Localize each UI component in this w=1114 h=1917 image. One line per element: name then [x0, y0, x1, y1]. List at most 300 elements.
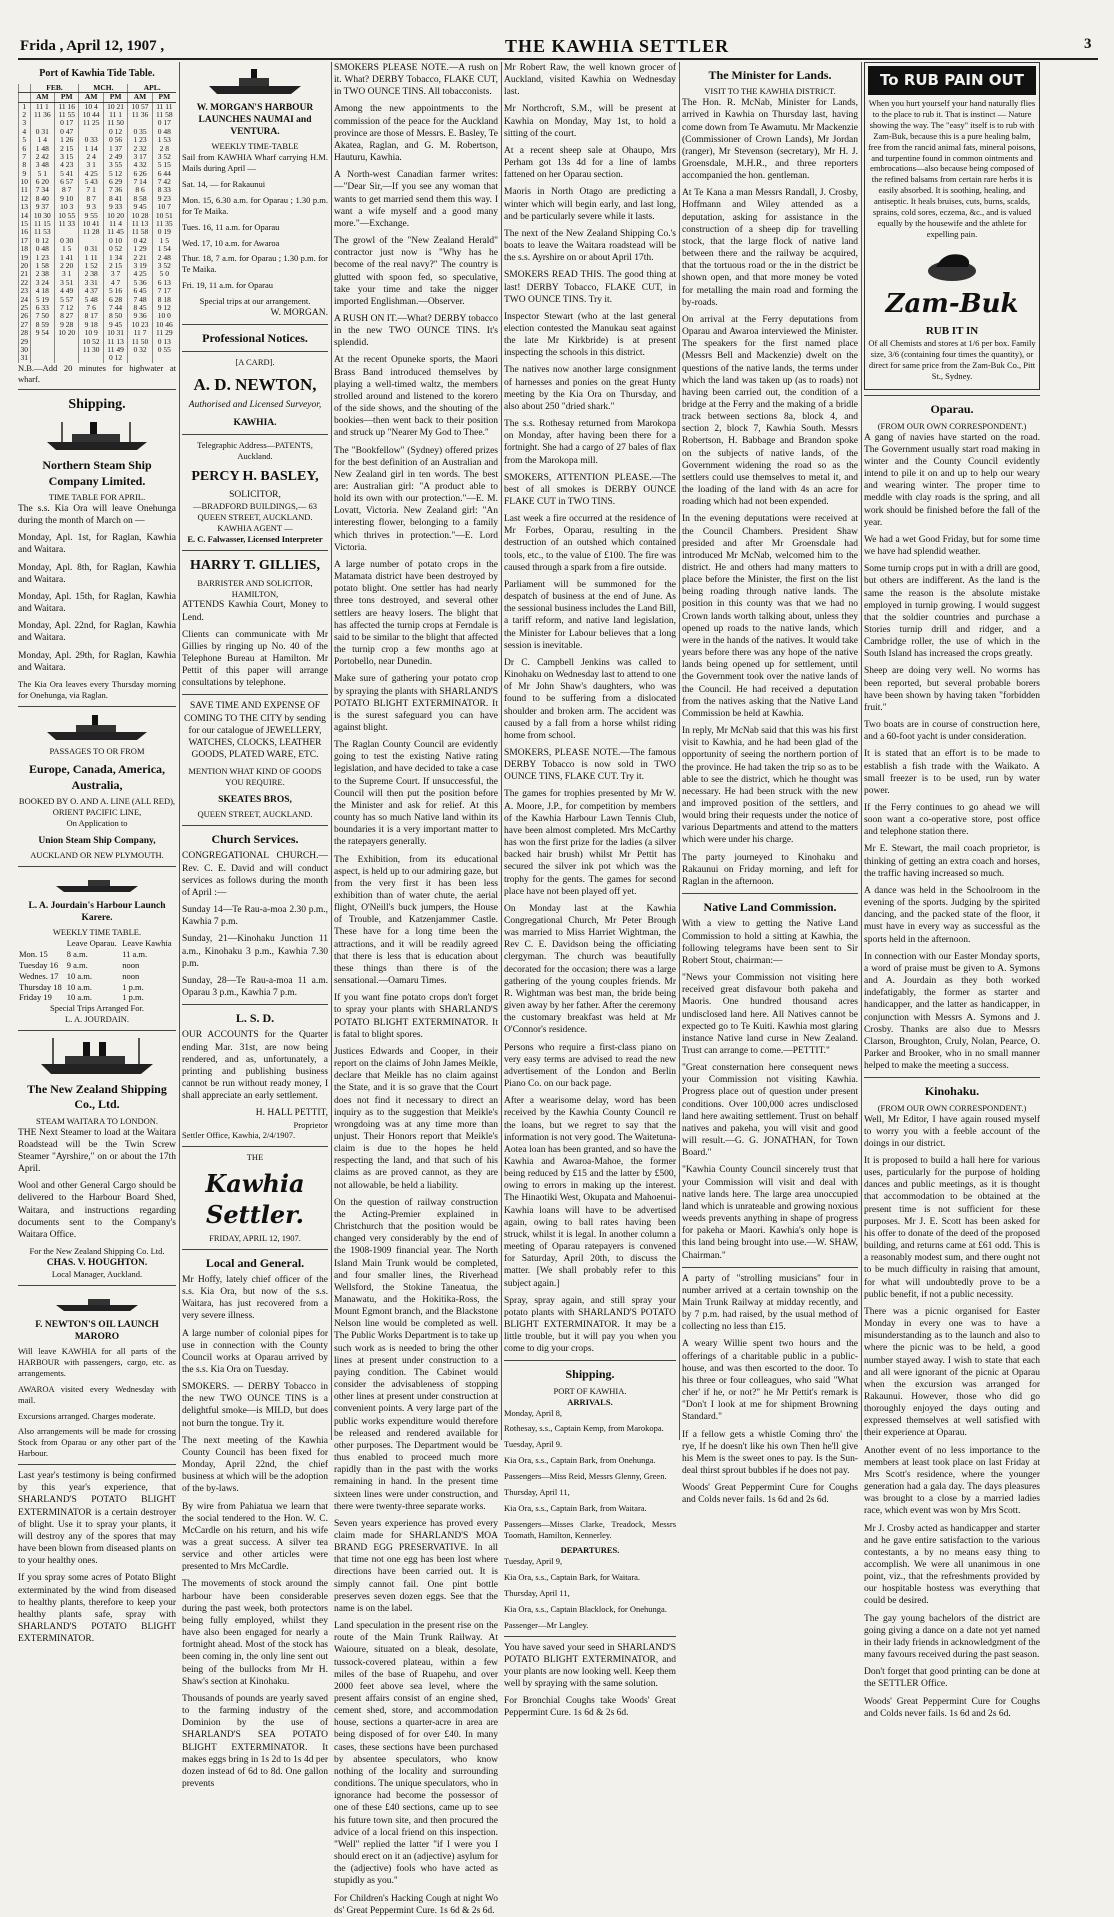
tide-row: [19, 346, 177, 354]
shipping-entry: Kia Ora, s.s., Captain Bark, from Onehunga.: [504, 1455, 656, 1466]
tide-time: 5 19: [30, 296, 54, 304]
jourdain-cell: 8 a.m.: [66, 948, 88, 959]
tide-time: 11 7: [128, 329, 152, 337]
tide-day: 17: [19, 237, 31, 245]
tide-time: 5 43: [79, 178, 103, 186]
church-heading: Church Services.: [211, 832, 299, 847]
agent-label: KAWHIA AGENT —: [217, 522, 293, 533]
tide-time: 1 58: [30, 262, 54, 270]
tide-time: 8 7: [55, 186, 79, 194]
shipping-entry: Passengers—Misses Clarke, Treadock, Messrs Toomath, Hamilton, Kennerley.: [504, 1518, 676, 1540]
tide-time: 0 31: [30, 128, 54, 136]
tide-time: 7 34: [30, 186, 54, 194]
news-paragraph: After a wearisome delay, word has been received by the Kawhia County Council re the loans, but we regret to say that the information is not very good. The Waitetuna-Aotea loan has been granted, and so have the Kawhia and Awaroa-Mahoe, the former being reduced by £15 and the latter by £500, owing to errors in making up the interest. The Hinaotiki West, Okupata and Mahoenui-Kawhia loans will have to be advertised again, owing to ball rates having been struck, whilst it is legal. In another column a meeting of Oparau ratepayers is convened for Saturday, April 20th, to discuss the matter. [We shall probably refer to this subject again.]: [504, 1096, 676, 1289]
launch-icon: [205, 66, 305, 96]
steamship-icon: [42, 418, 152, 452]
rubbing-hand-icon: [922, 245, 982, 285]
article-paragraph: Mr J. Crosby acted as handicapper and starter and he gave entire satisfaction to the various contestants, a by no means easy thing to accomplish. We were all unanimous in one point, viz., that the refreshments provided by our hospitable hostess was everything that could be desired.: [864, 1523, 1040, 1607]
article-paragraph: The Hon. R. McNab, Minister for Lands, arrived in Kawhia on Thursday last, having come down from Te Awamutu. Mr Mackenzie (Commissioner of Crown Lands), Mr Jordan (ranger), Mr Stevenson (secretary), Mr H. J. Groensdale, M.H.R., and three reporters accompanied the hon. gentleman.: [682, 98, 858, 182]
column-divider: [501, 62, 502, 1440]
tide-time: 10 31: [103, 329, 127, 337]
tide-time: 4 25: [79, 170, 103, 178]
tide-time: 10 57: [128, 102, 152, 111]
jourdain-table: [18, 938, 176, 1003]
tide-time: 10 4: [79, 102, 103, 111]
tide-time: 10 20: [103, 212, 127, 220]
article-paragraph: "Kawhia County Council sincerely trust that your Commission will visit and deal with native lands here. The large area unoccupied land which is unrateable and growing noxious weeds prevents anything in shape of progress for pakeha or Maori. Kawhia's only hope is this land being brought into use.—W. SHAW, Chairman.": [682, 1165, 858, 1261]
article-paragraph: There was a picnic organised for Easter Monday in every one was to have a misunderstanding as to the launch and also to where the picnic was to be held, a good number stayed away. I wish to state that each and all were ignorant of the picnic at Oparau when the excursion was arranged for Rakaunui. However, those who did go thoroughly enjoyed the days outing and expressed themselves at well satisfied with their experience at Oparau.: [864, 1306, 1040, 1439]
gillies-name: HARRY T. GILLIES,: [190, 557, 320, 573]
testimony: Last year's testimony is being confirmed by this year's experience, that SHARLAND'S POTATO BLIGHT EXTERMINATOR is a certain destroyer of blight. Use it to spray your plants, it will destroy any of the spores that may have been blown from diseased plants on to your healthy ones.: [18, 1471, 176, 1567]
shipping-heading: Shipping.: [68, 397, 126, 413]
article-paragraph: In connection with our Easter Monday sports, a word of praise must be given to A. Symons and A. Jourdain as they both worked indefatigably, the former as starter and handicapper, and the latter as handicapper, in conjunction with Messrs A. Symons and J. Crosby. Thanks are also due to Messrs Clarson, Broughton, Cruly, Nolan, Pearce, O. Parker and Brooker, who in no small manner helped to make the meeting a success.: [864, 951, 1040, 1072]
nss-timetable: TIME TABLE FOR APRIL.: [48, 492, 146, 503]
news-paragraph: Justices Edwards and Cooper, in their report on the claims of John James Meikle, declare that Meikle has no claim against the State, and it is so grave that the Court does not find it necessary to direct an inquiry as to the suggestion that Meikle's wrongdoing was at any time more than unjust. Their Honors report that Meikle's claim is due to the hopes he held respecting the land, and that such of his claims as are proved cannot, as they are not allowable, be held a liability.: [334, 1046, 498, 1191]
tide-time: 3 19: [128, 262, 152, 270]
tide-time: 11 13: [103, 338, 127, 346]
tide-day: 2: [19, 111, 31, 119]
news-paragraph: The Raglan County Council are evidently going to test the existing Native rating legislation, and have decided to take a case to the Supreme Court. If unsuccessful, the Council will then put the position before the Minister and ask for relief. At this county has so much Native land within its boundaries it is a very important matter to the ratepayers generally.: [334, 740, 498, 848]
article-paragraph: Don't forget that good printing can be done at the SETTLER Office.: [864, 1667, 1040, 1690]
skeates-address: QUEEN STREET, AUCKLAND.: [197, 809, 313, 820]
jourdain-cell: 10 a.m.: [66, 970, 92, 981]
tide-time: [30, 354, 54, 362]
tide-time: 0 48: [30, 245, 54, 253]
nameplate-date: FRIDAY, APRIL 12, 1907.: [209, 1232, 301, 1243]
gillies-town: HAMILTON,: [231, 588, 279, 599]
passages-destinations: Europe, Canada, America, Australia,: [28, 762, 166, 792]
news-paragraph: On Monday last at the Kawhia Congregational Church, Mr Peter Brough was married to Miss Harriet Wightman, the Rev C. E. Davidson being the officiating clergyman. The church was beautifully decorated for the occasion; there was a large gathering of the young couples friends. Mr R. Wightman was best man, the bride being given away by her father. After the ceremony the customary breakfast was held at Mr O'Connor's residence.: [504, 903, 676, 1036]
tide-time: 8 17: [79, 312, 103, 320]
tide-day: 6: [19, 145, 31, 153]
news-paragraph: SMOKERS PLEASE NOTE.—A rush on it. What? DERBY Tobacco, FLAKE CUT, in TWO OUNCE TINS. All tobacconists.: [334, 63, 498, 98]
news-paragraph: Make sure of gathering your potato crop by spraying the plants with SHARLAND'S POTATO BLIGHT EXTERMINATOR. It is the surest safeguard you can have against blight.: [334, 674, 499, 733]
steamship-icon: [42, 712, 152, 742]
tide-day: 1: [19, 102, 31, 111]
tide-time: 11 28: [79, 228, 103, 236]
tide-subheader: AM: [30, 93, 54, 102]
gillies-role: BARRISTER AND SOLICITOR,: [197, 577, 313, 588]
tide-time: 2 38: [79, 270, 103, 278]
tide-time: 3 48: [30, 161, 54, 169]
tide-time: 0 48: [152, 128, 176, 136]
news-paragraph: SMOKERS, ATTENTION PLEASE.—The best of all smokes is DERBY OUNCE FLAKE CUT in TWO TINS.: [504, 472, 676, 507]
tide-day: 5: [19, 136, 31, 144]
tide-day: 24: [19, 296, 31, 304]
jourdain-cell: Wednes. 17: [19, 970, 59, 981]
tide-time: [79, 354, 103, 362]
shipping-entry: Passenger—Mr Langley.: [504, 1619, 589, 1630]
lsd-sign: H. HALL PETTIT,: [255, 1108, 328, 1119]
tide-day: 19: [19, 254, 31, 262]
tide-time: 9 55: [79, 212, 103, 220]
tide-time: 1 54: [152, 245, 176, 253]
basley-address: —BRADFORD BUILDINGS,— 63 QUEEN STREET, AUCKLAND.: [193, 501, 317, 523]
tide-time: 4 18: [30, 287, 54, 295]
tide-time: 11 4: [103, 220, 127, 228]
tide-time: 11 50: [103, 119, 127, 127]
article-paragraph: On arrival at the Ferry deputations from Oparau and Awaroa interviewed the Minister. The speakers for the first named place (Messrs Bell and Mackenzie) dwelt on the questions of the native lands, the terms under which the land was taken up (as to roads) not having been carried out, the condition of a bridge at the Ferry and the making of a bridle track between sections 8a, block 4, and section 2, block 7, Kawhia South. Messrs Robertson, H. Babbage and Brandon spoke on the subjects of native lands, of the Government widening the road so as the settlers could use themselves to metal it, and the loading of the land with 4s an acre for roading which had not been expended.: [682, 314, 858, 508]
tide-time: 7 42: [152, 178, 176, 186]
article-paragraph: "News your Commission not visiting here received great disfavour both pakeha and Maoris. One hundred thousand acres undisclosed land here. All Natives cannot be expected go to Te Kuiti. Kawhia most glaring instance Native land curse in New Zealand. Trust can arrange to come.—PETTIT.": [682, 973, 858, 1056]
oparau-heading: Oparau.: [930, 402, 974, 417]
tide-time: 7 12: [55, 304, 79, 312]
zambuk-tag: RUB IT IN: [925, 324, 979, 337]
tide-time: 2 15: [103, 262, 127, 270]
jourdain-cell: 10 a.m.: [66, 992, 92, 1003]
article-paragraph: Woods' Great Peppermint Cure for Coughs and Colds never fails. 1s 6d and 2s 6d.: [864, 1696, 1040, 1719]
tide-time: 0 33: [79, 136, 103, 144]
tide-day: 8: [19, 161, 31, 169]
jourdain-cell: Mon. 15: [19, 948, 48, 959]
tide-time: 11 11: [152, 102, 176, 111]
tide-time: 0 12: [103, 354, 127, 362]
tide-time: 3 31: [79, 279, 103, 287]
tide-time: 3 15: [55, 153, 79, 161]
rub-pain-text: When you hurt yourself your hand naturally flies to the place to rub it. That is instinct — Nature showing the way. The "easy" itself is to rub with Zam-Buk, because this is a pure healing balm, free from the rancid animal fats, mineral poisons, and turpentine found in common ointments and embrocations—also because being composed of the refined balsams from certain rare herbs it is easily absorbed. It is soothing, healing, and antiseptic. It heals bruises, cuts, burns, scalds, sprains, cold sores, eczema, &c., and is valued equally by the housewife and the athlete for expelling pain.: [868, 98, 1036, 239]
tide-time: 6 28: [103, 296, 127, 304]
tide-time: 4 37: [79, 287, 103, 295]
jourdain-cell: noon: [122, 970, 140, 981]
morgan-row: Mon. 15, 6.30 a.m. for Oparau ; 1.30 p.m. for Te Maika.: [182, 194, 328, 216]
column-6: [864, 62, 1040, 1719]
morgan-row: Tues. 16, 11 a.m. for Oparau: [182, 221, 280, 232]
tide-time: 2 38: [30, 270, 54, 278]
nss-sailing: Monday, Apl. 22nd, for Raglan, Kawhia and Waitara.: [18, 621, 176, 644]
tide-time: 11 25: [79, 119, 103, 127]
jourdain-cell: 1 p.m.: [122, 992, 144, 1003]
news-paragraph: If you want fine potato crops don't forget to spray your plants with SHARLAND'S POTATO BLIGHT EXTERMINATOR. It is fatal to blight spores.: [334, 993, 498, 1040]
tide-time: 11 55: [55, 111, 79, 119]
telegraphic-address: Telegraphic Address—PATENTS, Auckland.: [197, 440, 313, 462]
tide-time: 6 33: [30, 304, 54, 312]
column-divider: [679, 62, 680, 1440]
nss-sailing: Monday, Apl. 1st, for Raglan, Kawhia and Waitara.: [18, 533, 176, 556]
tide-time: 3 52: [152, 262, 176, 270]
local-paragraph: By wire from Pahiatua we learn that the social tendered to the Hon. W. C. McCardle on his return, and his wife was a great success. A silver tea service and other articles were presented to Mrs McCardle.: [182, 1501, 328, 1573]
tide-time: 11 33: [55, 220, 79, 228]
news-paragraph: Last week a fire occurred at the residence of Mr Forbes, Oparau, resulting in the destruction of an outshed which contained tools, etc., to the value of £100. The fire was caused through a spark from a fire outside.: [504, 514, 676, 573]
nzsc-agent-role: Local Manager, Auckland.: [51, 1269, 143, 1280]
morgan-intro: Sail from KAWHIA Wharf carrying H.M. Mails during April —: [182, 152, 328, 174]
tide-time: 5 1: [30, 170, 54, 178]
tide-day: 14: [19, 212, 31, 220]
tide-time: 2 4: [79, 153, 103, 161]
agent-name: E. C. Falwasser, Licensed Interpreter: [187, 533, 323, 544]
nss-title: Northern Steam Ship Company Limited.: [42, 458, 152, 488]
tide-time: 5 16: [103, 287, 127, 295]
tide-time: 1 52: [79, 262, 103, 270]
newton-launch-text3: Excursions arranged. Charges moderate.: [18, 1410, 156, 1421]
masthead-rule: [18, 58, 1098, 60]
jourdain-cell: 1 p.m.: [122, 981, 144, 992]
tide-time: 5 15: [152, 161, 176, 169]
jourdain-head: Leave Kawhia: [122, 938, 172, 948]
tide-time: 5 57: [55, 296, 79, 304]
tide-time: 3 7: [103, 270, 127, 278]
shipping-entry: Kia Ora, s.s., Captain Bark, from Waitara.: [504, 1502, 647, 1513]
local-general-heading: Local and General.: [205, 1255, 305, 1270]
gillies-text: ATTENDS Kawhia Court, Money to Lend.: [182, 600, 328, 623]
news-paragraph: If a fellow gets a whistle Coming thro' the rye, If he doesn't like his own Then he'll give his Mem is the sweet ones to pay. Is the Sun-deal thirst sprout bubbles if he does not pay.: [682, 1429, 858, 1476]
article-paragraph: With a view to getting the Native Land Commission to hold a sitting at Kawhia, the following telegrams have been sent to Sir Robert Stout, chairman:—: [682, 919, 858, 966]
shipping-entry: Kia Ora, s.s., Captain Bark, for Waitara.: [504, 1572, 641, 1583]
article-paragraph: Sheep are doing very well. No worms has been reported, but several probable borers have been shown by having taken "forbidden fruit.": [864, 666, 1040, 713]
news-paragraph: The s.s. Rothesay returned from Marokopa on Monday, after having been there for a fortnight. She had a cargo of 27 bales of flax from the Marokopa mill.: [504, 419, 676, 466]
tide-time: 11 53: [30, 228, 54, 236]
tide-time: 1 4: [30, 136, 54, 144]
jourdain-sub: WEEKLY TIME TABLE.: [52, 927, 142, 938]
tide-day: 20: [19, 262, 31, 270]
local-paragraph: A large number of colonial pipes for use in connection with the County Council works at Oparau arrived by the s.s. Kia Ora on Tuesday.: [182, 1328, 328, 1375]
news-paragraph: At the recent Opuneke sports, the Maori Brass Band introduced themselves by playing a well-timed waltz, the members strolled around and listened to the korero of the side shows, and the shouting of the bookies—then went back to their position and struck up "Nearer My God to Thee.": [334, 355, 498, 439]
tide-day: 21: [19, 270, 31, 278]
nss-intro: The s.s. Kia Ora will leave Onehunga during the month of March on —: [18, 503, 176, 527]
lsd-heading: L. S. D.: [235, 1011, 275, 1026]
article-paragraph: A dance was held in the Schoolroom in the evening of the sports. Judging by the spirited dancing, and the packed state of the floor, it must have in every way as successful as the sports held in the afternoon.: [864, 885, 1040, 945]
tide-time: [30, 338, 54, 346]
tide-time: 2 20: [55, 262, 79, 270]
tide-time: 5 36: [128, 279, 152, 287]
tide-time: 4 25: [128, 270, 152, 278]
morgan-row: Wed. 17, 10 a.m. for Awaroa: [182, 237, 280, 248]
nss-sailing: Monday, Apl. 8th, for Raglan, Kawhia and Waitara.: [18, 562, 176, 585]
jourdain-row: [18, 960, 176, 971]
tide-time: 7 17: [152, 287, 176, 295]
tide-time: 10 3: [55, 203, 79, 211]
article-paragraph: "Great consternation here consequent news your Commission not visiting Kawhia. Progress place out of question under present conditions. Over 100,000 acres undisclosed land here awaiting settlement. Trust on behalf natives and pakeha, you will visit and good will result.—G. G. JONATHAN, for Town Board.": [682, 1063, 858, 1159]
tide-time: 2 42: [30, 153, 54, 161]
tide-time: 0 30: [55, 237, 79, 245]
tide-time: 8 33: [152, 186, 176, 194]
tide-time: [55, 354, 79, 362]
tide-subheader: AM: [79, 93, 103, 102]
church-row: Sunday 14—Te Rau-a-moa 2.30 p.m., Kawhia 7 p.m.: [182, 905, 328, 928]
tide-time: 2 8: [152, 145, 176, 153]
tide-time: 3 51: [55, 279, 79, 287]
shipping-entry: Passengers—Miss Reid, Messrs Glenny, Green.: [504, 1471, 667, 1482]
tide-note: N.B.—Add 20 minutes for highwater at wharf.: [18, 362, 176, 384]
news-paragraph: Mr Northcroft, S.M., will be present at Kawhia on Monday, May 1st, to hold a sitting of the court.: [504, 104, 676, 139]
tide-time: 1 34: [103, 254, 127, 262]
article-paragraph: The party journeyed to Kinohaku and Rakaunui on Friday morning, and left for Raglan in the afternoon.: [682, 852, 858, 887]
tide-time: 0 42: [128, 237, 152, 245]
shipping-entry: Kia Ora, s.s., Captain Blacklock, for Onehunga.: [504, 1603, 667, 1614]
article-paragraph: A gang of navies have started on the road. The Government usually start road making in winter and the County Council evidently intend to pile it on and up to help our weary and wearing winter. The proper time to meddle with clay roads is the spring, and all work should be finished before the fall of the year.: [864, 432, 1040, 528]
news-paragraph: The games for trophies presented by Mr W. A. Moore, J.P., for competition by members of the Kawhia Harbour Lawn Tennis Club, have been almost completed. Mrs McCarthy has won the first prize for the ladies (a silver backed hair brush) whilst Mr Pettit has secured the silver ink pot which was the trophy for the gents. The games for second place have not been played off yet.: [504, 789, 676, 897]
tide-time: 10 21: [103, 102, 127, 111]
tide-day: 29: [19, 338, 31, 346]
tide-time: 0 31: [79, 245, 103, 253]
tide-time: 1 23: [30, 254, 54, 262]
tide-day: 23: [19, 287, 31, 295]
news-paragraph: Land speculation in the present rise on the route of the Main Trunk Railway. At Waioure, situated on a bleak, desolate, tussock-covered plateau, within a few miles of the base of Ruapehu, and over 2000 feet above sea level, where the present affairs consist of an engine shed, cement shed, store, and accommodation house, sections a quarter-acre in area are being disposed of for over £40. In many cases, these sections have been purchased by absentee speculators, who know nothing of the locality and surrounding conditions. The unique speculators, who in ignorance had become the possessor of one of these £40 sections, came up to see his future town site, and then procured the advice of a local friend on this inspection. "Well" replied the latter "if I were you I should erect on it an (adjective) asylum for the (adjective) fools who have acted as stupidly as you.": [334, 1621, 498, 1887]
tide-subheader: PM: [103, 93, 127, 102]
tide-time: 1 53: [152, 136, 176, 144]
native-land-heading: Native Land Commission.: [703, 900, 837, 915]
tide-time: 2 48: [152, 254, 176, 262]
tide-time: 11 1: [103, 111, 127, 119]
shipping-entry: Thursday, April 11,: [504, 1588, 570, 1599]
jourdain-row: [18, 949, 176, 960]
morgan-special: Special trips at our arrangement.: [199, 296, 311, 307]
tide-time: 3 1: [55, 270, 79, 278]
jourdain-cell: 10 a.m.: [66, 981, 92, 992]
news-paragraph: The Exhibition, from its educational aspect, is held up to our admiring gaze, but from the very first it has been less exhibition than of water chute, the aerial flight, O'Neill's buck jumpers, the House of Trouble, and Katzenjammer Castle. These have for a long time been the attractions, and it will be readily agreed that there is less that is education about these things than there is of the sensational.—Oamaru Times.: [334, 854, 498, 987]
tide-time: 8 41: [103, 195, 127, 203]
tide-time: 10 52: [79, 338, 103, 346]
lsd-office: Settler Office, Kawhia, 2/4/1907.: [182, 1130, 296, 1141]
jourdain-special: Special Trips Arranged For.: [50, 1003, 144, 1014]
tide-time: 2 49: [103, 153, 127, 161]
tide-time: 10 55: [55, 212, 79, 220]
union-steam-ship: Union Steam Ship Company,: [38, 835, 156, 846]
tide-month: FEB.: [30, 84, 79, 93]
tide-time: 1 48: [30, 145, 54, 153]
church-text: CONGREGATIONAL CHURCH.—Rev. C. E. David and will conduct services as follows during the month of April :—: [182, 851, 328, 898]
morgan-sub: WEEKLY TIME-TABLE: [211, 141, 299, 152]
tide-time: 9 23: [152, 195, 176, 203]
passages-line: PASSAGES TO OR FROM: [49, 745, 145, 756]
tide-time: 11 58: [152, 111, 176, 119]
union-locations: AUCKLAND OR NEW PLYMOUTH.: [30, 849, 164, 860]
morgan-title: W. MORGAN'S HARBOUR LAUNCHES NAUMAI and VENTURA.: [196, 103, 314, 138]
article-paragraph: The gay young bachelors of the district are going giving a dance on a date not yet named in their lady friends in acknowledgment of the many favours received during the past season.: [864, 1613, 1040, 1661]
tide-time: 8 50: [103, 312, 127, 320]
tide-time: 9 28: [55, 321, 79, 329]
tide-time: 0 47: [55, 128, 79, 136]
tide-month: APL.: [128, 84, 176, 93]
local-paragraph: Mr Hoffy, lately chief officer of the s.s. Kia Ora, but now of the s.s. Waitara, has just recovered from a very severe illness.: [182, 1274, 328, 1322]
news-paragraph: The growl of the "New Zealand Herald" contractor just now is "Why has he become of the real navy?" The country is glutted with spoon fed, so speculative, take your time and take the nigger imported Englishman.—Observer.: [334, 236, 498, 307]
tide-time: 8 6: [128, 186, 152, 194]
tide-time: 10 46: [152, 321, 176, 329]
article-paragraph: In reply, Mr McNab said that this was his first visit to Kawhia, and he had been glad of the opportunity of seeing the northern portion of the province. He had taken the trip so as to be able to see the district, which he thought was necessary. He had been struck with the new and improved position of the settlers, and would bring their requests under the notice of various Departments and attend to the matters which were under his charge.: [682, 726, 858, 846]
column-4: [504, 62, 676, 1719]
news-paragraph: Woods' Great Peppermint Cure for Coughs and Colds never fails. 1s 6d and 2s 6d.: [682, 1483, 858, 1506]
jourdain-row: [18, 971, 176, 982]
tide-time: 11 50: [128, 338, 152, 346]
news-paragraph: Maoris in North Otago are predicting a winter which will begin early, and last long, and be particularly severe while it lasts.: [504, 187, 676, 222]
article-paragraph: Some turnip crops put in with a drill are good, but others are indifferent. As the land is the same the reason is the absolute mistake employed in turnip growing. I would suggest that the soldier countries and purchase a Stories turnip drill and ridger, and a Cambridge roller, the use of which in the South Island has increased the crops greatly.: [864, 564, 1040, 660]
page-number: 3: [1084, 36, 1092, 52]
skeates-text: SAVE TIME AND EXPENSE OF COMING TO THE CITY by sending for our catalogue of JEWELLERY, WATCHES, CLOCKS, LEATHER GOODS, PLATED WARE, ETC.: [184, 701, 326, 761]
tide-time: 0 10: [103, 237, 127, 245]
morgan-row: Thur. 18, 7 a.m. for Oparau ; 1.30 p.m. for Te Maika.: [182, 253, 328, 275]
tide-time: 4 49: [55, 287, 79, 295]
news-paragraph: Dr C. Campbell Jenkins was called to Kinohaku on Wednesday last to attend to one of Mr John Shaw's daughters, who was found to be suffering from a dislocated shoulder and broken arm. The accident was caused by a fall from a horse whilst riding home from school.: [504, 657, 676, 741]
nzsc-text: THE Next Steamer to load at the Waitara Roadstead will be the Twin Screw Steamer "Ayrshire," on or about the 17th April.: [18, 1127, 176, 1175]
jourdain-row: [18, 982, 176, 993]
tide-time: 5 0: [152, 270, 176, 278]
tide-time: 11 49: [103, 346, 127, 354]
tide-time: 11 13: [128, 220, 152, 228]
arrivals-heading: ARRIVALS.: [567, 1396, 613, 1407]
news-paragraph: Among the new appointments to the commission of the peace for the Auckland province are those of Messrs. E. Basley, Te Akatea, Raglan, and G. M. Robertson, Hauturu, Kawhia.: [334, 104, 498, 164]
church-row: Sunday, 21—Kinohaku Junction 11 a.m., Kinohaku 3 p.m., Kawhia 7.30 p.m.: [182, 934, 328, 969]
news-paragraph: A North-west Canadian farmer writes:—"Dear Sir,—If you see any woman that wants to get married send them this way. I want a wife myself and a good many more."—Exchange.: [334, 170, 498, 229]
tide-day: 3: [19, 119, 31, 127]
tide-time: 6 44: [152, 170, 176, 178]
tide-time: 10 51: [152, 212, 176, 220]
tide-day: 16: [19, 228, 31, 236]
tide-rows: [19, 102, 177, 363]
news-paragraph: SMOKERS READ THIS. The good thing at last! DERBY Tobacco, FLAKE CUT, in TWO OUNCE TINS. Try it.: [504, 270, 676, 305]
tide-time: 0 17: [55, 119, 79, 127]
column-5: [682, 62, 858, 1506]
own-correspondent: (FROM OUR OWN CORRESPONDENT.): [877, 1102, 1027, 1113]
tide-time: 11 36: [30, 111, 54, 119]
tide-time: 6 20: [30, 178, 54, 186]
column-2: [182, 62, 328, 1789]
nzsc-title: The New Zealand Shipping Co., Ltd.: [27, 1082, 167, 1112]
news-paragraph: A RUSH ON IT.—What? DERBY tobacco in the new TWO OUNCE TINS. It's splendid.: [334, 313, 498, 349]
tide-time: 9 45: [128, 203, 152, 211]
tide-day: 11: [19, 186, 31, 194]
nzsc-route: STEAM WAITARA TO LONDON.: [35, 1115, 159, 1126]
jourdain-cell: Tuesday 16: [19, 959, 59, 970]
own-correspondent: (FROM OUR OWN CORRESPONDENT.): [877, 420, 1027, 431]
news-paragraph: Spray, spray again, and still spray your potato plants with SHARLAND'S POTATO BLIGHT EXTERMINATOR. It may be a little trouble, but it will pay you when you come to dig your crops.: [504, 1295, 676, 1355]
tide-time: 0 52: [103, 245, 127, 253]
testimony2: If you spray some acres of Potato Blight exterminated by the wind from diseased to healthy plants, therefore to keep your healthy plants safe, spray with SHARLAND'S POTATO BLIGHT EXTERMINATOR.: [18, 1573, 176, 1645]
passages-apply: On Application to: [66, 817, 128, 828]
tide-time: [30, 346, 54, 354]
tide-time: 4 32: [128, 161, 152, 169]
shipping-entry: Monday, April 8,: [504, 1407, 563, 1418]
news-paragraph: Persons who require a first-class piano on very easy terms are advised to read the new advertisement of the London and Berlin Piano Co. on our back page.: [504, 1042, 676, 1090]
article-paragraph: Well, Mr Editor, I have again roused myself to worry you with a feeble account of the doings in our district.: [864, 1114, 1040, 1149]
shipping-entry: Tuesday, April 9,: [504, 1556, 563, 1567]
tide-day: 28: [19, 329, 31, 337]
tide-time: 11 16: [55, 102, 79, 111]
local-paragraph: Thousands of pounds are yearly saved to the farming industry of the Dominion by the use of SHARLAND'S SEA POTATO BLIGHT EXTERMINATOR. It makes eggs bring in 1s 2d to 1s 4d per dozen instead of 6d to 8d. One gallon prevents: [182, 1693, 328, 1789]
news-paragraph: On the question of railway construction the Acting-Premier explained in Christchurch that the position would be changed very considerably by the end of the 1908-1909 financial year. The North Island Main Trunk would be completed, and four smaller lines, the Riverhead Wellsford, the Stokine Taneatua, the Manawatu, and the Hokitika-Ross, the Mount Egmont branch, and the Blackstone Nelson line would be completed as well. The Public Works Department is to take up such work as is needed to bring the other lines at present under construction to a paying condition. The Cabinet would consider the advisableness of stopping other lines at present under construction at convenient points. A very large part of the public works expenditure would therefore be released and rendered available for other purposes. The Department would be thus enabled to proceed much more rapidly than in the past with the works remaining in hand. In the present time sixteen lines were under construction, and there were twenty-three separate works.: [334, 1197, 498, 1512]
tide-day: 12: [19, 195, 31, 203]
jourdain-rows: [18, 949, 176, 1003]
tide-time: 1 5: [55, 245, 79, 253]
tide-time: 9 12: [152, 304, 176, 312]
tide-time: 1 37: [103, 145, 127, 153]
news-paragraph: For Children's Hacking Cough at night Wo ds' Great Peppermint Cure. 1s 6d & 2s 6d.: [334, 1893, 498, 1916]
tide-time: 6 26: [128, 170, 152, 178]
rub-pain-title: To RUB PAIN OUT: [868, 66, 1036, 95]
tide-time: 10 28: [128, 212, 152, 220]
tide-time: 4 7: [103, 279, 127, 287]
tide-time: 11 58: [128, 228, 152, 236]
column-3: [334, 62, 499, 1916]
basley-name: PERCY H. BASLEY,: [191, 469, 319, 485]
lsd-sign-role: Proprietor: [293, 1119, 328, 1130]
nss-sailing: Monday, Apl. 15th, for Raglan, Kawhia and Waitara.: [18, 591, 176, 615]
launch-icon: [52, 1291, 142, 1313]
tide-time: 8 58: [128, 195, 152, 203]
tide-time: 9 36: [128, 312, 152, 320]
tide-day: 27: [19, 321, 31, 329]
article-paragraph: Another event of no less importance to the members at least took place on last Friday at Mrs Scott's residence, where the younger generation had a gala day. The days pleasures was brought to a close by a married ladies race, which event was won by Mrs Scott.: [864, 1445, 1040, 1517]
zambuk-name: Zam-Buk: [885, 288, 1019, 319]
tide-subheader: PM: [55, 93, 79, 102]
tide-time: 8 45: [128, 304, 152, 312]
tide-time: 7 44: [103, 304, 127, 312]
nzsc-agent-intro: For the New Zealand Shipping Co. Ltd.: [29, 1246, 165, 1256]
tide-time: 1 41: [55, 254, 79, 262]
gillies-text2: Clients can communicate with Mr Gillies by ringing up No. 40 of the Telephone Bureau at Hamilton. Mr Pettit of this paper will arrange consultations by telephone.: [182, 629, 328, 689]
tide-time: 10 7: [152, 203, 176, 211]
news-paragraph: A party of "strolling musicians" four in number arrived at a certain township on the Main Trunk Railway at midday recently, and by 7 p.m. had raised, by the usual method of collecting no less than £15.: [682, 1273, 858, 1333]
newton-launch-title: F. NEWTON'S OIL LAUNCH MARORO: [35, 1319, 159, 1343]
tide-time: 6 13: [152, 279, 176, 287]
